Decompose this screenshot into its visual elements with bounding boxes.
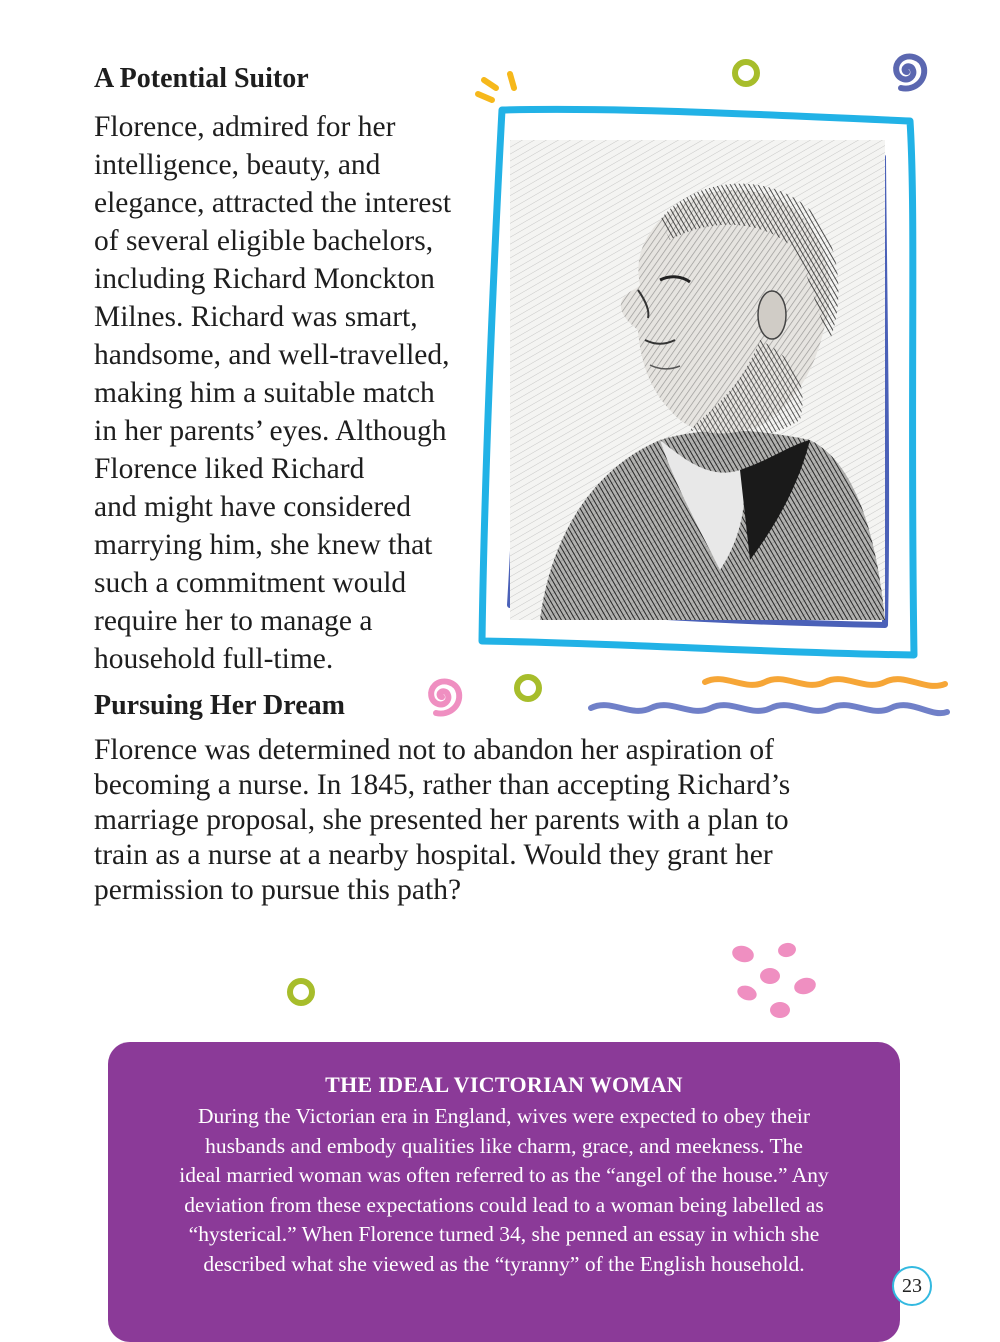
body-line: intelligence, beauty, and: [94, 149, 381, 181]
body-line: household full-time.: [94, 643, 334, 675]
section-body-dream: [94, 733, 884, 908]
body-line: of several eligible bachelors,: [94, 225, 434, 257]
callout-line: husbands and embody qualities like charm, grace, and meekness. The: [205, 1133, 803, 1158]
callout-line: “hysterical.” When Florence turned 34, she penned an essay in which she: [188, 1222, 820, 1246]
body-line: train as a nurse at a nearby hospital. Would they grant her: [94, 839, 773, 871]
wave-line: [585, 668, 950, 740]
body-line: in her parents’ eyes. Although: [94, 415, 447, 447]
body-line: and might have considered: [94, 491, 412, 523]
callout-line: deviation from these expectations could lead to a woman being labelled as: [184, 1192, 824, 1217]
body-line: Florence was determined not to abandon her aspiration of: [94, 734, 774, 766]
body-line: marriage proposal, she presented her parents with a plan to: [94, 804, 789, 836]
body-line: permission to pursue this path?: [94, 874, 462, 906]
portrait-illustration: [510, 140, 885, 620]
page-number: 23: [892, 1266, 932, 1306]
spiral-icon: [878, 42, 936, 100]
body-line: require her to manage a: [94, 605, 373, 637]
section-body-suitor: [94, 108, 494, 678]
callout-line: described what she viewed as the “tyranny” of the English household.: [203, 1251, 805, 1276]
callout-body: [134, 1102, 874, 1279]
body-line: handsome, and well-travelled,: [94, 339, 450, 371]
ring-icon: [728, 55, 764, 91]
body-line: marrying him, she knew that: [94, 529, 433, 561]
body-line: Florence liked Richard: [94, 453, 365, 485]
body-line: elegance, attracted the interest: [94, 187, 452, 219]
body-line: including Richard Monckton: [94, 263, 435, 295]
section-title-dream: Pursuing Her Dream: [94, 690, 345, 721]
body-line: making him a suitable match: [94, 377, 435, 409]
callout-line: ideal married woman was often referred to as the “angel of the house.” Any: [179, 1163, 829, 1187]
callout-line: During the Victorian era in England, wives were expected to obey their: [197, 1104, 811, 1128]
body-line: becoming a nurse. In 1845, rather than accepting Richard’s: [94, 769, 791, 801]
callout-box: [108, 1042, 900, 1342]
body-line: such a commitment would: [94, 567, 407, 599]
dots-cluster: [725, 938, 825, 1028]
ring-icon: [510, 670, 546, 706]
section-title-suitor: A Potential Suitor: [94, 63, 309, 94]
spark-lines-icon: [470, 66, 525, 111]
spiral-icon: [414, 668, 470, 724]
body-line: Florence, admired for her: [94, 111, 396, 143]
ring-icon: [283, 974, 319, 1010]
body-line: Milnes. Richard was smart,: [94, 301, 418, 333]
callout-title: THE IDEAL VICTORIAN WOMAN: [325, 1072, 683, 1097]
